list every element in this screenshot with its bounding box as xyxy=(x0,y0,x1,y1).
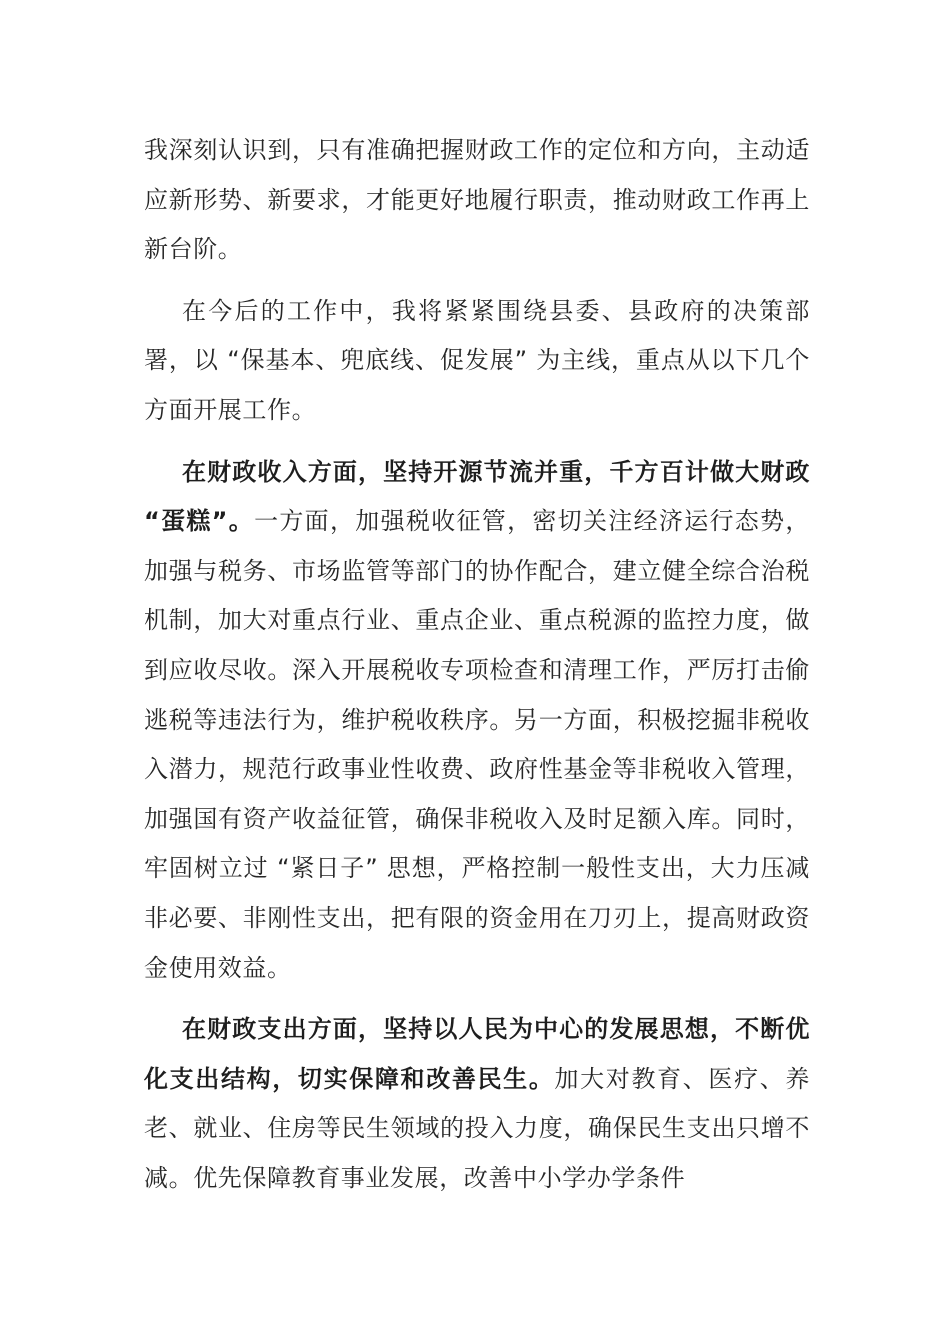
paragraph-2 xyxy=(144,287,810,436)
paragraph-1 xyxy=(144,126,810,275)
paragraph-1-text: 我深刻认识到，只有准确把握财政工作的定位和方向，主动适应新形势、新要求，才能更好地履行职责，推动财政工作再上新台阶。 xyxy=(144,136,810,264)
paragraph-2-text: 在今后的工作中，我将紧紧围绕县委、县政府的决策部署，以 “保基本、兜底线、促发展” 为主线，重点从以下几个方面开展工作。 xyxy=(144,296,810,424)
paragraph-3-heading: 在财政收入方面，坚持开源节流并重，千方百计做大财政 “蛋糕”。 xyxy=(144,457,810,536)
paragraph-3 xyxy=(144,448,810,994)
paragraph-4-heading: 在财政支出方面，坚持以人民为中心的发展思想，不断优化支出结构，切实保障和改善民生。 xyxy=(144,1015,810,1093)
paragraph-3-text: 一方面，加强税收征管，密切关注经济运行态势，加强与税务、市场监管等部门的协作配合，建立健全综合治税机制，加大对重点行业、重点企业、重点税源的监控力度，做到应收尽收。深入开展税收专项检查和清理工作，严厉打击偷逃税等违法行为，维护税收秩序。另一方面，积极挖掘非税收入潜力，规范行政事业性收费、政府性基金等非税收入管理，加强国有资产收益征管，确保非税收入及时足额入库。同时，牢固树立过 “紧日子” 思想，严格控制一般性支出，大力压减非必要、非刚性支出，把有限的资金用在刀刃上，提高财政资金使用效益。 xyxy=(144,507,811,982)
paragraph-4-text: 加大对教育、医疗、养老、就业、住房等民生领域的投入力度，确保民生支出只增不减。优先保障教育事业发展，改善中小学办学条件 xyxy=(144,1064,810,1192)
document-body xyxy=(144,126,810,1215)
paragraph-4 xyxy=(144,1005,810,1203)
